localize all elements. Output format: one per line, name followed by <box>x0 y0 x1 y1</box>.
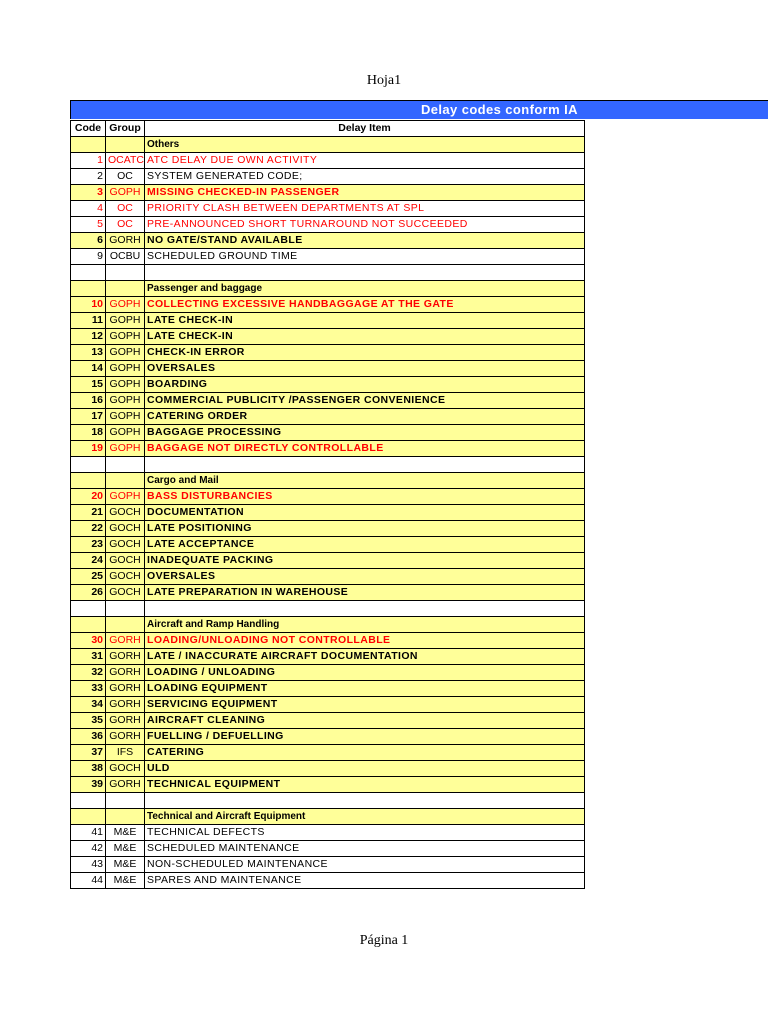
table-row <box>71 201 585 217</box>
delay-item-cell: CATERING <box>145 745 585 761</box>
code-cell: 26 <box>71 585 106 601</box>
table-row <box>71 585 585 601</box>
section-title-cell: Others <box>145 137 585 153</box>
code-cell: 10 <box>71 297 106 313</box>
delay-item-cell: PRIORITY CLASH BETWEEN DEPARTMENTS AT SPL <box>145 201 585 217</box>
delay-item-cell: NO GATE/STAND AVAILABLE <box>145 233 585 249</box>
group-cell: GOPH <box>106 409 145 425</box>
code-cell: 31 <box>71 649 106 665</box>
blank-row <box>71 793 585 809</box>
group-cell: OC <box>106 217 145 233</box>
delay-item-cell: ATC DELAY DUE OWN ACTIVITY <box>145 153 585 169</box>
blank-row <box>71 601 585 617</box>
group-cell: GORH <box>106 633 145 649</box>
group-cell: OC <box>106 201 145 217</box>
table-row <box>71 377 585 393</box>
code-cell: 33 <box>71 681 106 697</box>
code-cell: 35 <box>71 713 106 729</box>
code-cell <box>71 601 106 617</box>
delay-item-cell: COLLECTING EXCESSIVE HANDBAGGAGE AT THE GATE <box>145 297 585 313</box>
code-cell <box>71 473 106 489</box>
code-cell <box>71 137 106 153</box>
code-cell: 15 <box>71 377 106 393</box>
table-title: Delay codes conform IA <box>421 102 578 117</box>
code-cell: 21 <box>71 505 106 521</box>
table-row <box>71 553 585 569</box>
code-cell: 32 <box>71 665 106 681</box>
code-cell: 18 <box>71 425 106 441</box>
table-row <box>71 537 585 553</box>
code-cell: 39 <box>71 777 106 793</box>
code-cell: 11 <box>71 313 106 329</box>
group-cell: OCBU <box>106 249 145 265</box>
delay-item-cell: MISSING CHECKED-IN PASSENGER <box>145 185 585 201</box>
table-row <box>71 185 585 201</box>
table-row <box>71 169 585 185</box>
group-cell: GOCH <box>106 585 145 601</box>
delay-item-cell: BAGGAGE PROCESSING <box>145 425 585 441</box>
sheet-name: Hoja1 <box>366 73 402 88</box>
code-cell: 6 <box>71 233 106 249</box>
table-row <box>71 361 585 377</box>
code-cell: 19 <box>71 441 106 457</box>
delay-item-cell <box>145 601 585 617</box>
code-cell: 37 <box>71 745 106 761</box>
delay-item-cell: LOADING/UNLOADING NOT CONTROLLABLE <box>145 633 585 649</box>
code-cell: 22 <box>71 521 106 537</box>
group-cell <box>106 137 145 153</box>
code-cell: 24 <box>71 553 106 569</box>
table-row <box>71 345 585 361</box>
table-row <box>71 633 585 649</box>
table-row <box>71 745 585 761</box>
table-body <box>71 137 585 889</box>
table-row <box>71 649 585 665</box>
code-cell <box>71 809 106 825</box>
group-cell <box>106 617 145 633</box>
group-cell: OCATC <box>106 153 145 169</box>
table-row <box>71 841 585 857</box>
section-header-row <box>71 281 585 297</box>
table-row <box>71 761 585 777</box>
table-row <box>71 233 585 249</box>
table-row <box>71 729 585 745</box>
delay-item-cell: SCHEDULED GROUND TIME <box>145 249 585 265</box>
delay-item-cell: LATE POSITIONING <box>145 521 585 537</box>
table-row <box>71 393 585 409</box>
code-cell: 30 <box>71 633 106 649</box>
code-cell: 44 <box>71 873 106 889</box>
section-header-row <box>71 137 585 153</box>
delay-item-cell: PRE-ANNOUNCED SHORT TURNAROUND NOT SUCCEEDED <box>145 217 585 233</box>
code-cell: 38 <box>71 761 106 777</box>
delay-item-cell: LOADING EQUIPMENT <box>145 681 585 697</box>
code-cell: 20 <box>71 489 106 505</box>
table-title-band <box>70 100 768 119</box>
section-title-cell: Passenger and baggage <box>145 281 585 297</box>
table-row <box>71 521 585 537</box>
table-row <box>71 249 585 265</box>
delay-item-cell: LATE CHECK-IN <box>145 313 585 329</box>
delay-item-cell: LOADING / UNLOADING <box>145 665 585 681</box>
delay-item-cell: SCHEDULED MAINTENANCE <box>145 841 585 857</box>
table-row <box>71 713 585 729</box>
header-group: Group <box>106 121 145 137</box>
section-header-row <box>71 473 585 489</box>
delay-item-cell: OVERSALES <box>145 569 585 585</box>
group-cell <box>106 473 145 489</box>
group-cell: M&E <box>106 873 145 889</box>
code-cell: 3 <box>71 185 106 201</box>
delay-item-cell: BASS DISTURBANCIES <box>145 489 585 505</box>
table-row <box>71 825 585 841</box>
delay-item-cell: TECHNICAL DEFECTS <box>145 825 585 841</box>
table-row <box>71 313 585 329</box>
group-cell: GOPH <box>106 329 145 345</box>
table-row <box>71 857 585 873</box>
group-cell: GOPH <box>106 425 145 441</box>
code-cell: 36 <box>71 729 106 745</box>
code-cell: 1 <box>71 153 106 169</box>
group-cell: GOPH <box>106 361 145 377</box>
code-cell: 4 <box>71 201 106 217</box>
code-cell: 2 <box>71 169 106 185</box>
group-cell <box>106 809 145 825</box>
group-cell: GORH <box>106 665 145 681</box>
delay-item-cell <box>145 793 585 809</box>
header-delay-item: Delay Item <box>145 121 585 137</box>
group-cell <box>106 457 145 473</box>
section-title-cell: Technical and Aircraft Equipment <box>145 809 585 825</box>
table-row <box>71 569 585 585</box>
group-cell <box>106 793 145 809</box>
table-row <box>71 681 585 697</box>
page-footer: Página 1 <box>359 933 409 948</box>
group-cell: GORH <box>106 233 145 249</box>
group-cell: M&E <box>106 825 145 841</box>
group-cell: M&E <box>106 841 145 857</box>
delay-item-cell: CHECK-IN ERROR <box>145 345 585 361</box>
table-row <box>71 425 585 441</box>
group-cell: GOCH <box>106 569 145 585</box>
delay-item-cell: SERVICING EQUIPMENT <box>145 697 585 713</box>
delay-item-cell: NON-SCHEDULED MAINTENANCE <box>145 857 585 873</box>
group-cell <box>106 281 145 297</box>
code-cell <box>71 793 106 809</box>
header-code: Code <box>71 121 106 137</box>
code-cell <box>71 617 106 633</box>
group-cell: GOPH <box>106 313 145 329</box>
group-cell: GOPH <box>106 393 145 409</box>
table-row <box>71 489 585 505</box>
table-row <box>71 153 585 169</box>
group-cell: GOPH <box>106 441 145 457</box>
table-row <box>71 697 585 713</box>
delay-item-cell: CATERING ORDER <box>145 409 585 425</box>
delay-item-cell: LATE PREPARATION IN WAREHOUSE <box>145 585 585 601</box>
table-row <box>71 441 585 457</box>
group-cell: GOPH <box>106 377 145 393</box>
table-row <box>71 777 585 793</box>
group-cell: GORH <box>106 729 145 745</box>
code-cell: 5 <box>71 217 106 233</box>
delay-item-cell: ULD <box>145 761 585 777</box>
delay-item-cell: SYSTEM GENERATED CODE; <box>145 169 585 185</box>
code-cell <box>71 457 106 473</box>
delay-item-cell: COMMERCIAL PUBLICITY /PASSENGER CONVENIENCE <box>145 393 585 409</box>
code-cell: 16 <box>71 393 106 409</box>
group-cell: GOPH <box>106 185 145 201</box>
code-cell: 42 <box>71 841 106 857</box>
section-title-cell: Cargo and Mail <box>145 473 585 489</box>
group-cell: GORH <box>106 777 145 793</box>
code-cell <box>71 281 106 297</box>
code-cell: 43 <box>71 857 106 873</box>
group-cell: GOPH <box>106 489 145 505</box>
group-cell: GOCH <box>106 537 145 553</box>
delay-item-cell: LATE / INACCURATE AIRCRAFT DOCUMENTATION <box>145 649 585 665</box>
code-cell: 14 <box>71 361 106 377</box>
header-row <box>71 121 585 137</box>
table-row <box>71 505 585 521</box>
delay-item-cell <box>145 265 585 281</box>
delay-item-cell <box>145 457 585 473</box>
delay-item-cell: INADEQUATE PACKING <box>145 553 585 569</box>
table-row <box>71 665 585 681</box>
group-cell: GORH <box>106 681 145 697</box>
delay-item-cell: OVERSALES <box>145 361 585 377</box>
code-cell: 13 <box>71 345 106 361</box>
code-cell: 23 <box>71 537 106 553</box>
group-cell: GORH <box>106 697 145 713</box>
group-cell: IFS <box>106 745 145 761</box>
code-cell <box>71 265 106 281</box>
section-header-row <box>71 617 585 633</box>
table-row <box>71 297 585 313</box>
delay-item-cell: LATE CHECK-IN <box>145 329 585 345</box>
group-cell: GOPH <box>106 297 145 313</box>
code-cell: 9 <box>71 249 106 265</box>
table-row <box>71 409 585 425</box>
blank-row <box>71 265 585 281</box>
delay-item-cell: SPARES AND MAINTENANCE <box>145 873 585 889</box>
code-cell: 34 <box>71 697 106 713</box>
delay-codes-table <box>70 120 585 889</box>
group-cell: GOCH <box>106 761 145 777</box>
group-cell: OC <box>106 169 145 185</box>
table-row <box>71 873 585 889</box>
group-cell: GOCH <box>106 505 145 521</box>
code-cell: 25 <box>71 569 106 585</box>
code-cell: 12 <box>71 329 106 345</box>
delay-item-cell: FUELLING / DEFUELLING <box>145 729 585 745</box>
delay-item-cell: AIRCRAFT CLEANING <box>145 713 585 729</box>
delay-item-cell: LATE ACCEPTANCE <box>145 537 585 553</box>
delay-item-cell: BAGGAGE NOT DIRECTLY CONTROLLABLE <box>145 441 585 457</box>
delay-item-cell: BOARDING <box>145 377 585 393</box>
delay-item-cell: DOCUMENTATION <box>145 505 585 521</box>
table-row <box>71 217 585 233</box>
code-cell: 41 <box>71 825 106 841</box>
code-cell: 17 <box>71 409 106 425</box>
section-header-row <box>71 809 585 825</box>
blank-row <box>71 457 585 473</box>
group-cell <box>106 265 145 281</box>
table-row <box>71 329 585 345</box>
group-cell: GOCH <box>106 521 145 537</box>
group-cell: GORH <box>106 713 145 729</box>
delay-item-cell: TECHNICAL EQUIPMENT <box>145 777 585 793</box>
group-cell: GOCH <box>106 553 145 569</box>
section-title-cell: Aircraft and Ramp Handling <box>145 617 585 633</box>
group-cell: GORH <box>106 649 145 665</box>
group-cell: M&E <box>106 857 145 873</box>
group-cell <box>106 601 145 617</box>
group-cell: GOPH <box>106 345 145 361</box>
